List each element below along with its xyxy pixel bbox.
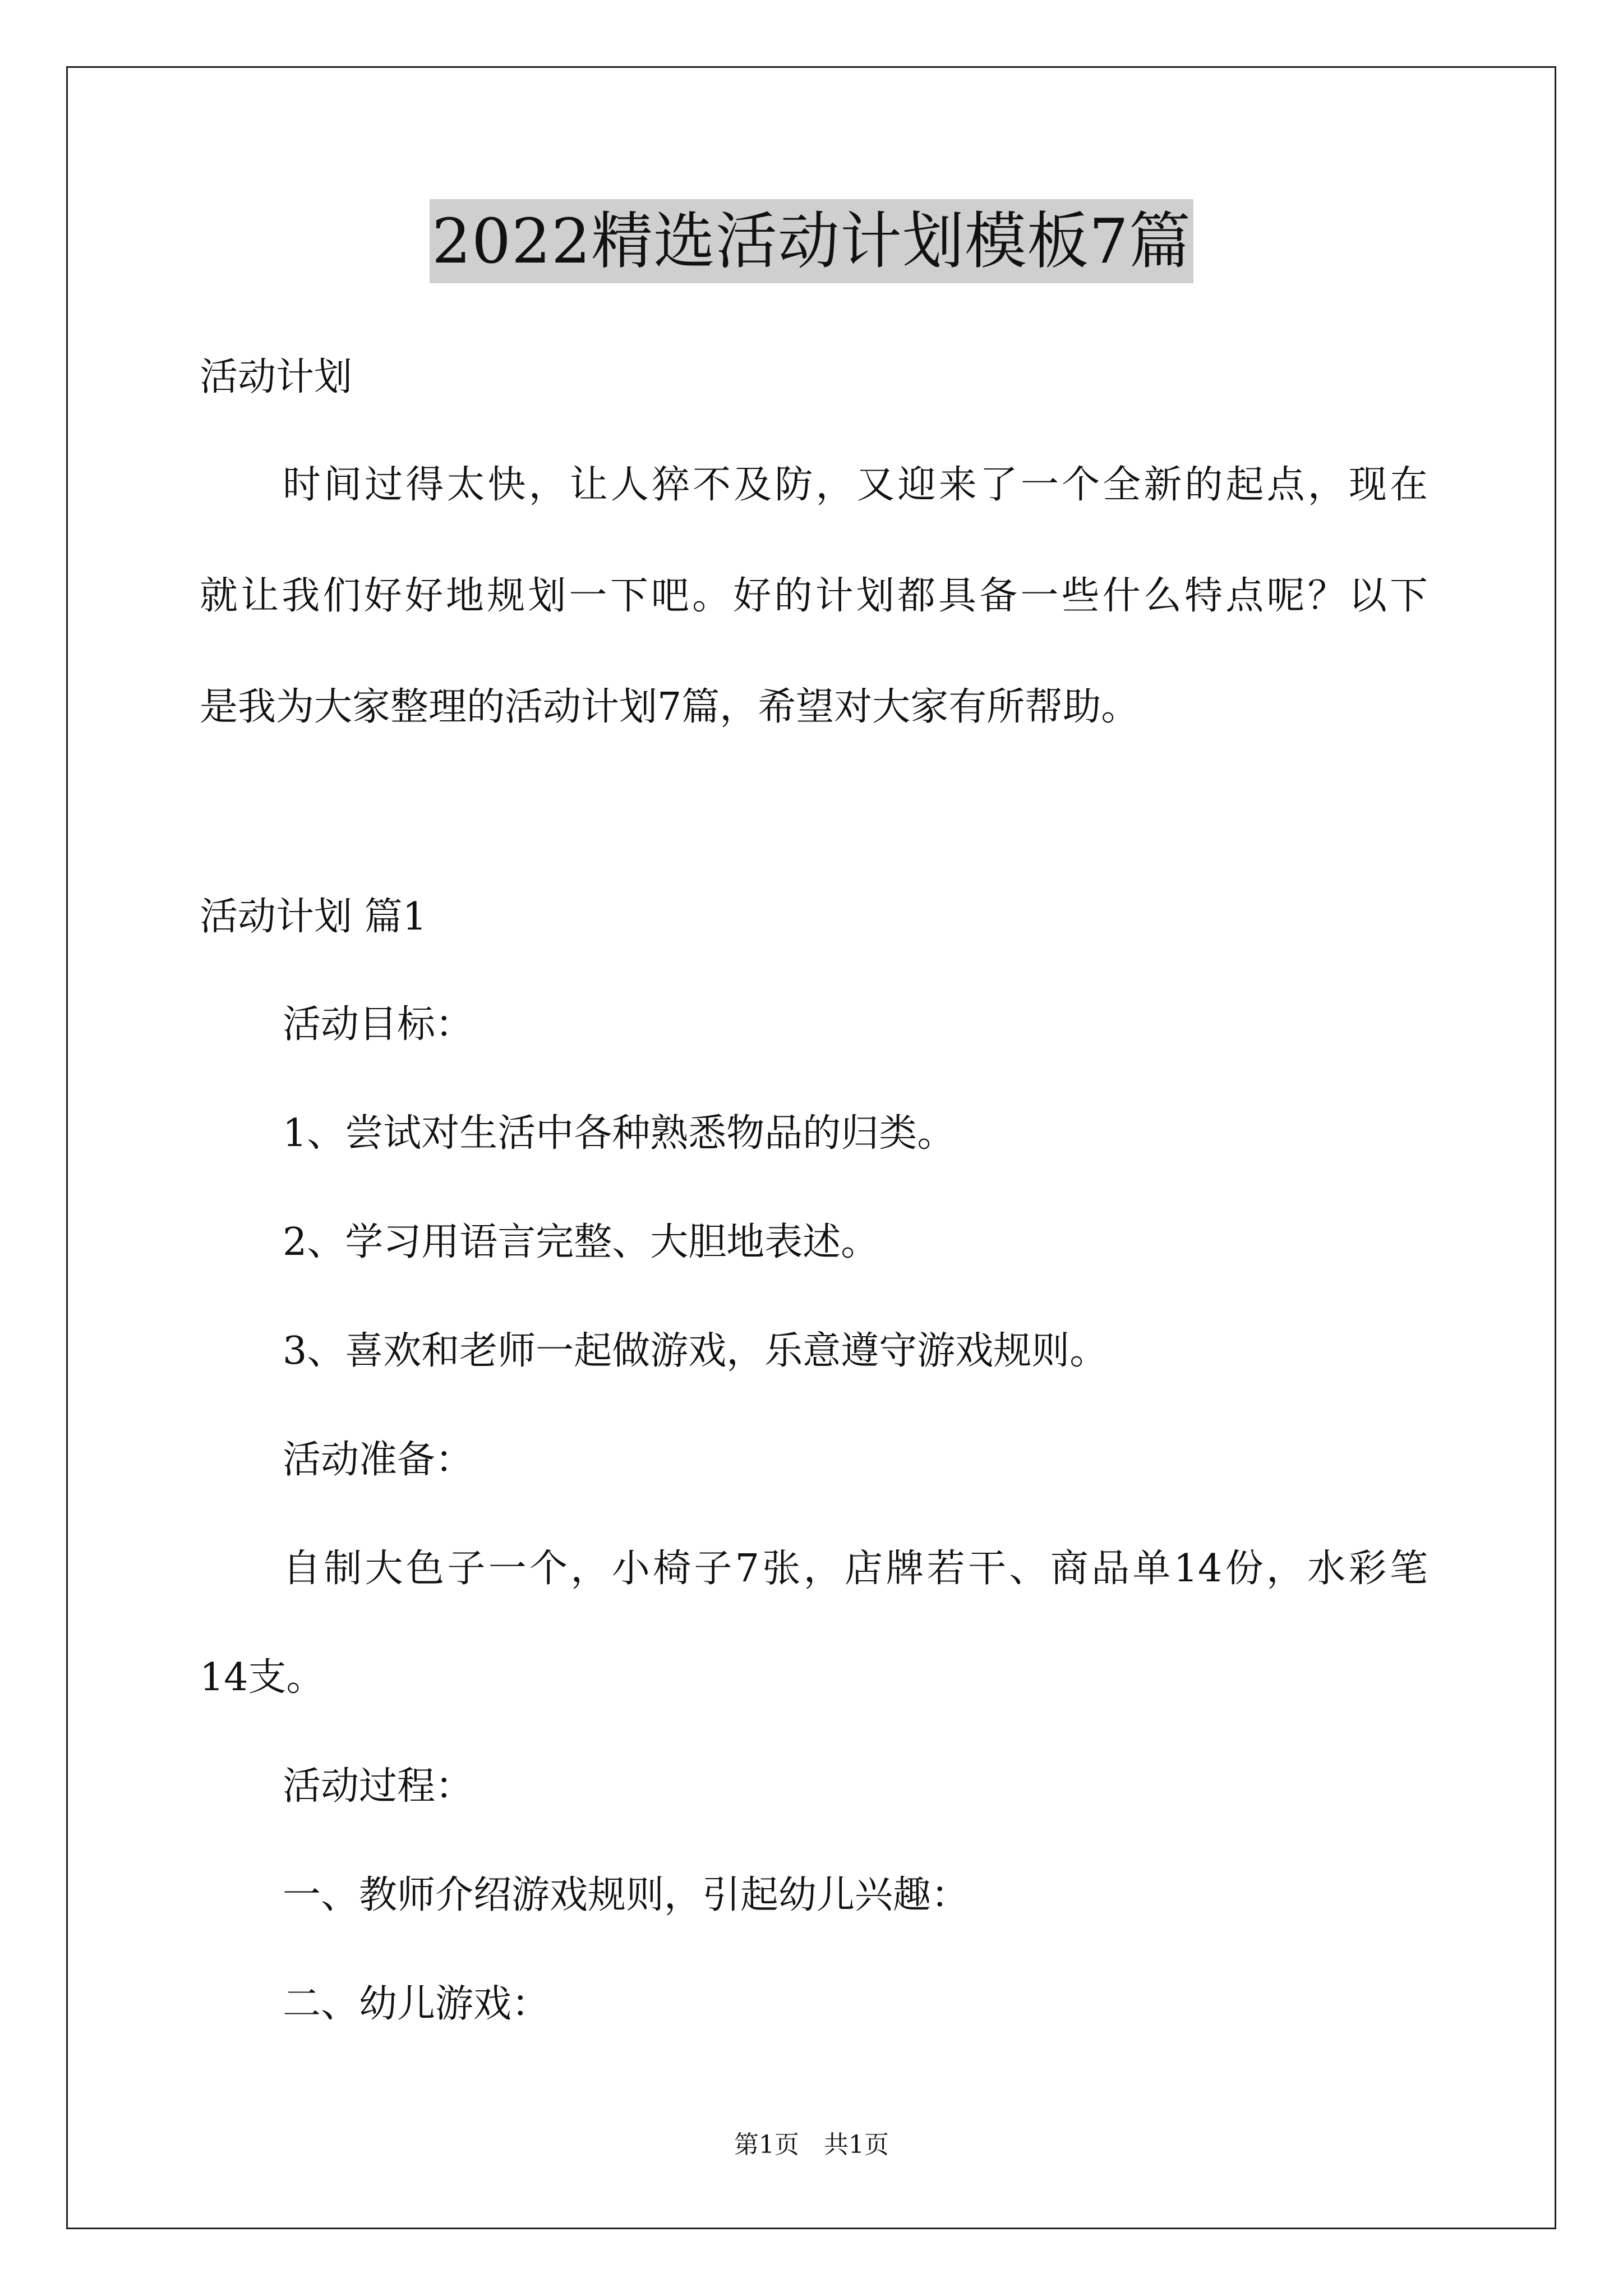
section-heading: 活动计划	[200, 355, 353, 399]
process-step-1: 一、教师介绍游戏规则，引起幼儿兴趣：	[283, 1873, 970, 1917]
process-step-2: 二、幼儿游戏：	[283, 1982, 550, 2026]
page-footer: 第1页 共1页	[734, 2131, 889, 2159]
prep-label: 活动准备：	[283, 1438, 474, 1482]
prep-line-1: 自制大色子一个，小椅子7张，店牌若干、商品单14份，水彩笔	[283, 1547, 1428, 1591]
intro-line-3: 是我为大家整理的活动计划7篇，希望对大家有所帮助。	[200, 685, 1140, 729]
goals-label: 活动目标：	[283, 1002, 474, 1047]
goal-item-1: 1、尝试对生活中各种熟悉物品的归类。	[283, 1111, 956, 1156]
section1-heading: 活动计划 篇1	[200, 895, 427, 939]
goal-item-3: 3、喜欢和老师一起做游戏，乐意遵守游戏规则。	[283, 1329, 1108, 1373]
document-title: 2022精选活动计划模板7篇	[430, 199, 1193, 283]
intro-line-2: 就让我们好好地规划一下吧。好的计划都具备一些什么特点呢？以下	[200, 574, 1428, 618]
goal-item-2: 2、学习用语言完整、大胆地表述。	[283, 1220, 879, 1264]
intro-line-1: 时间过得太快，让人猝不及防，又迎来了一个全新的起点，现在	[283, 463, 1428, 507]
prep-line-2: 14支。	[200, 1655, 325, 1700]
process-label: 活动过程：	[283, 1764, 474, 1809]
title-container	[0, 199, 1623, 283]
